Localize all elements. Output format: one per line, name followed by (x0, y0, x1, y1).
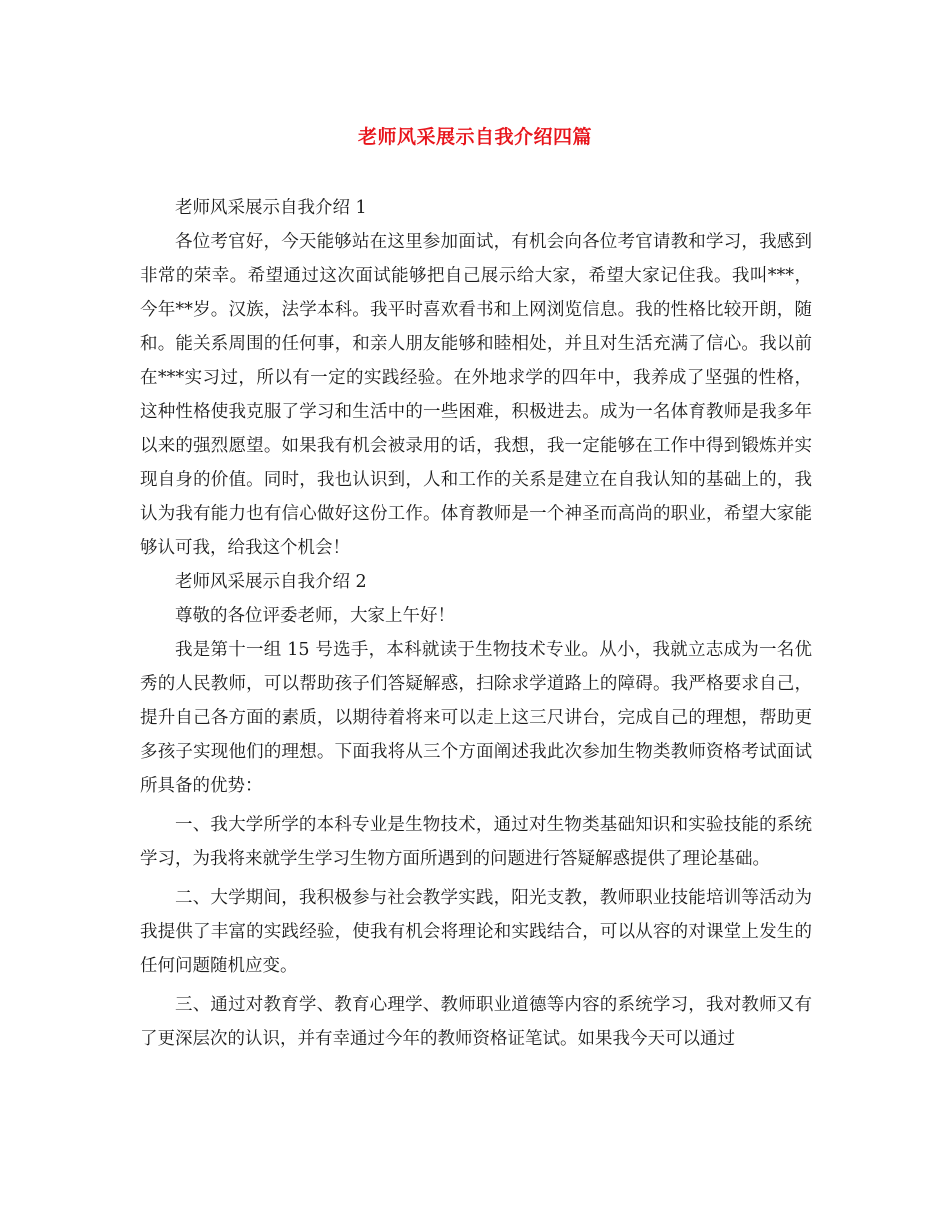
section-heading-1: 老师风采展示自我介绍 1 (175, 198, 367, 218)
paragraph-point-2: 二、大学期间，我积极参与社会教学实践，阳光支教，教师职业技能培训等活动为我提供了丰富的实践经验，使我有机会将理论和实践结合，可以从容的对课堂上发生的任何问题随机应变。 (140, 888, 812, 976)
paragraph-point-1: 一、我大学所学的本科专业是生物技术，通过对生物类基础知识和实验技能的系统学习，为我将来就学生学习生物方面所遇到的问题进行答疑解惑提供了理论基础。 (140, 815, 812, 869)
paragraph-intro-2: 我是第十一组 15 号选手，本科就读于生物技术专业。从小，我就立志成为一名优秀的人民教师，可以帮助孩子们答疑解惑，扫除求学道路上的障碍。我严格要求自己，提升自己各方面的素质，以期待着将来可以走上这三尺讲台，完成自己的理想，帮助更多孩子实现他们的理想。下面我将从三个方面阐述我此次参加生物类教师资格考试面试所具备的优势： (140, 640, 812, 796)
document-title: 老师风采展示自我介绍四篇 (357, 126, 592, 148)
section-heading-2: 老师风采展示自我介绍 2 (175, 572, 367, 592)
paragraph-intro-1: 各位考官好，今天能够站在这里参加面试，有机会向各位考官请教和学习，我感到非常的荣幸。希望通过这次面试能够把自己展示给大家，希望大家记住我。我叫***，今年**岁。汉族，法学本科。我平时喜欢看书和上网浏览信息。我的性格比较开朗，随和。能关系周围的任何事，和亲人朋友能够和睦相处，并且对生活充满了信心。我以前在***实习过，所以有一定的实践经验。在外地求学的四年中，我养成了坚强的性格，这种性格使我克服了学习和生活中的一些困难，积极进去。成为一名体育教师是我多年以来的强烈愿望。如果我有机会被录用的话，我想，我一定能够在工作中得到锻炼并实现自身的价值。同时，我也认识到，人和工作的关系是建立在自我认知的基础上的，我认为我有能力也有信心做好这份工作。体育教师是一个神圣而高尚的职业，希望大家能够认可我，给我这个机会！ (140, 232, 812, 558)
document-body (140, 191, 812, 1056)
paragraph-point-3: 三、通过对教育学、教育心理学、教师职业道德等内容的系统学习，我对教师又有了更深层次的认识，并有幸通过今年的教师资格证笔试。如果我今天可以通过 (140, 995, 812, 1049)
paragraph-greeting: 尊敬的各位评委老师，大家上午好！ (175, 606, 455, 626)
